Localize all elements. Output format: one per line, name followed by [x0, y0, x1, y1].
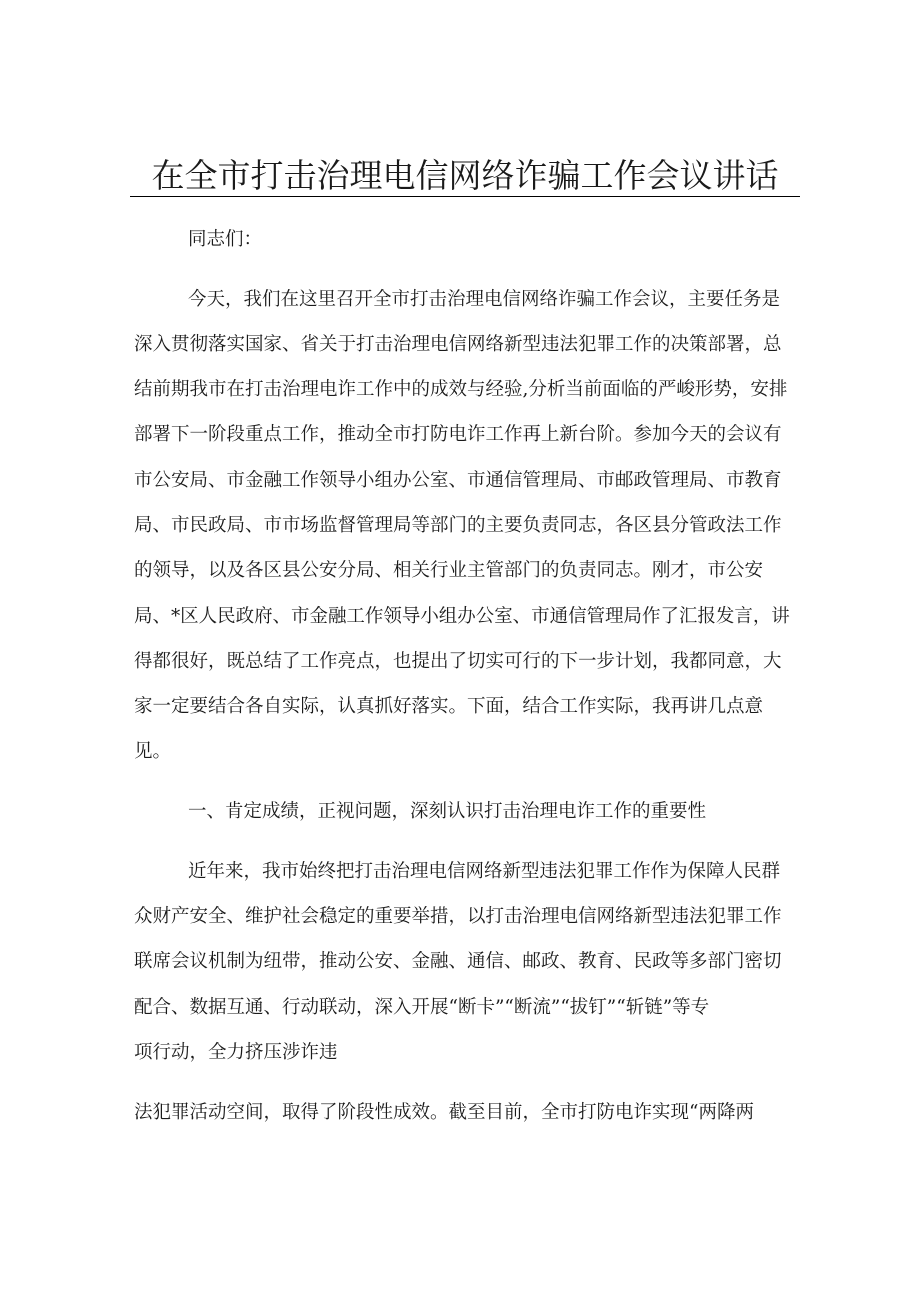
- text-line: 家一定要结合各自实际，认真抓好落实。下面，结合工作实际，我再讲几点意: [134, 696, 764, 717]
- text-line: 的领导，以及各区县公安分局、相关行业主管部门的负责同志。刚才，市公安: [134, 560, 764, 581]
- salutation: 同志们：: [188, 229, 263, 250]
- text-line: 近年来，我市始终把打击治理电信网络新型违法犯罪工作作为保障人民群: [188, 861, 781, 882]
- text-line: 今天，我们在这里召开全市打击治理电信网络诈骗工作会议，主要任务是: [188, 289, 781, 310]
- text-line: 部署下一阶段重点工作，推动全市打防电诈工作再上新台阶。参加今天的会议有: [134, 424, 782, 445]
- text-line: 局、*区人民政府、市金融工作领导小组办公室、市通信管理局作了汇报发言，讲: [134, 606, 790, 627]
- text-line: 深入贯彻落实国家、省关于打击治理电信网络新型违法犯罪工作的决策部署，总: [134, 334, 782, 355]
- text-line: 法犯罪活动空间，取得了阶段性成效。截至目前，全市打防电诈实现“两降两: [134, 1102, 754, 1123]
- text-line: 配合、数据互通、行动联动，深入开展“断卡”“断流”“拔钉”“斩链”等专: [134, 997, 710, 1018]
- text-line: 市公安局、市金融工作领导小组办公室、市通信管理局、市邮政管理局、市教育: [134, 470, 782, 491]
- text-line: 见。: [134, 741, 172, 762]
- document-title: 在全市打击治理电信网络诈骗工作会议讲话: [151, 156, 779, 195]
- text-line: 局、市民政局、市市场监督管理局等部门的主要负责同志，各区县分管政法工作: [134, 515, 782, 536]
- text-line: 项行动，全力挤压涉诈违: [134, 1042, 338, 1063]
- text-line: 众财产安全、维护社会稳定的重要举措，以打击治理电信网络新型违法犯罪工作: [134, 906, 782, 927]
- text-line: 联席会议机制为纽带，推动公安、金融、通信、邮政、教育、民政等多部门密切: [134, 951, 782, 972]
- section-heading: 一、肯定成绩，正视问题，深刻认识打击治理电诈工作的重要性: [188, 801, 707, 822]
- text-line: 结前期我市在打击治理电诈工作中的成效与经验,分析当前面临的严峻形势，安排: [134, 379, 788, 400]
- text-line: 得都很好，既总结了工作亮点，也提出了切实可行的下一步计划，我都同意，大: [134, 651, 782, 672]
- title-underline: [130, 196, 800, 197]
